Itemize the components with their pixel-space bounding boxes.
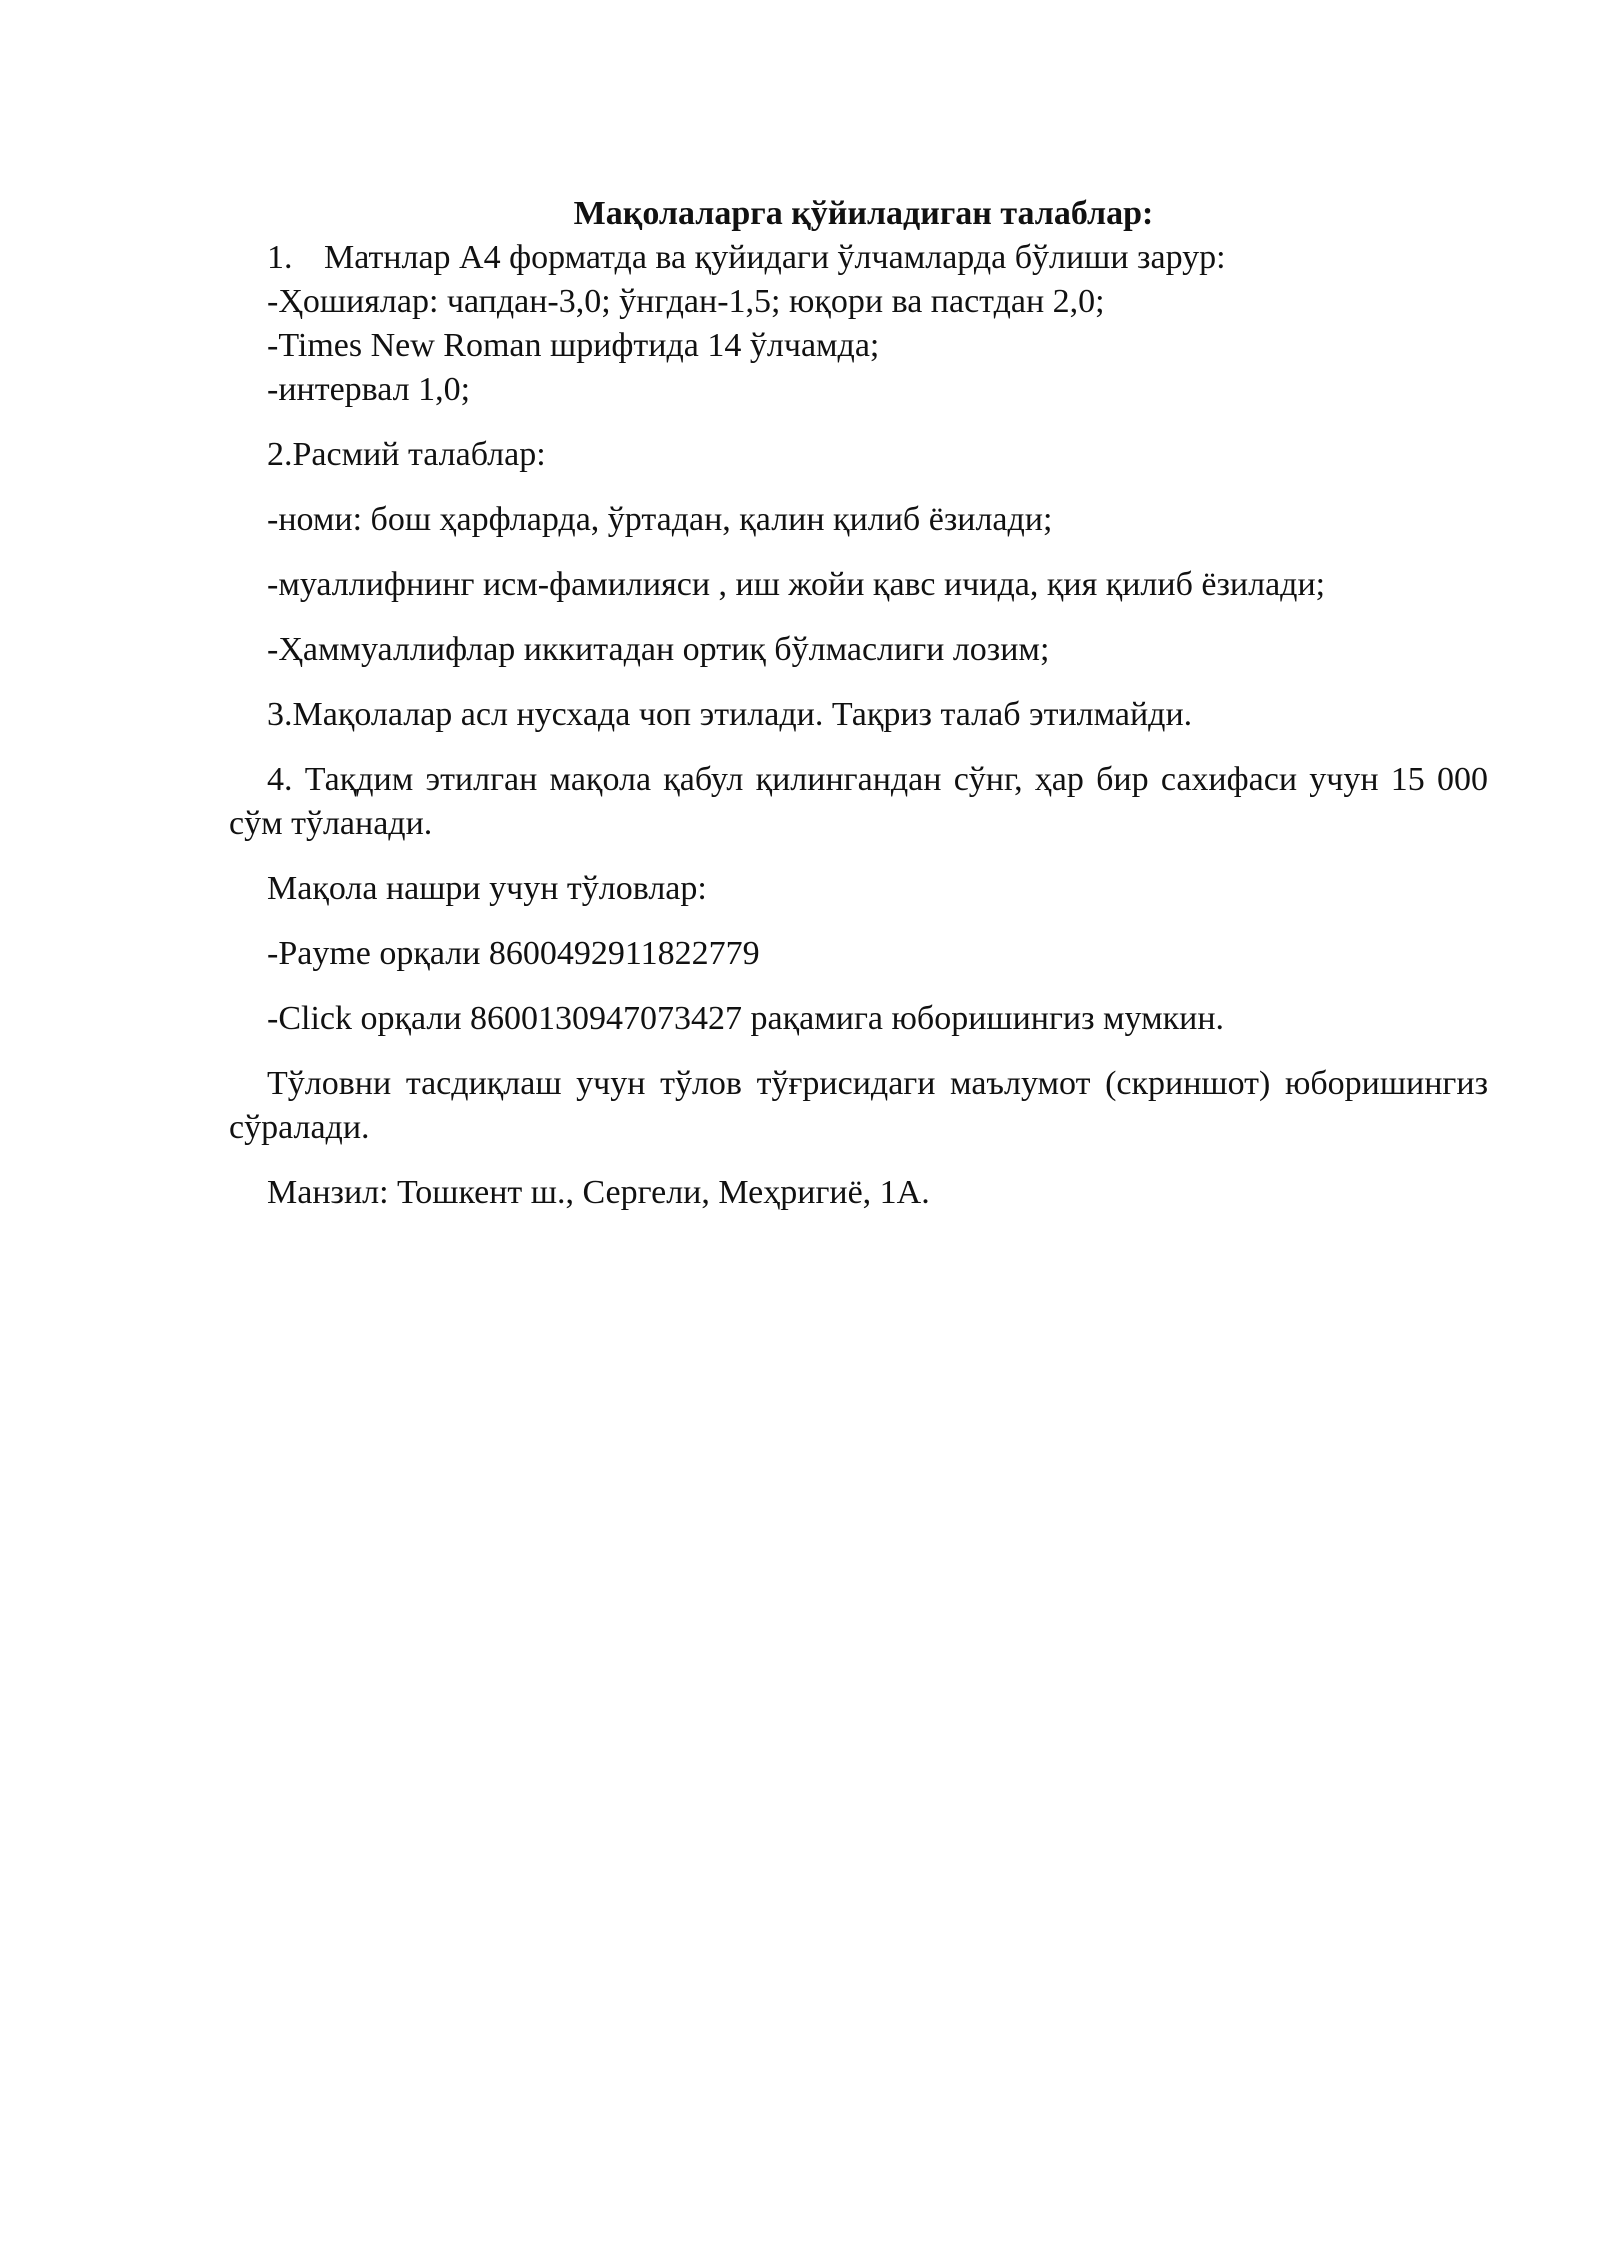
coauthor-requirement: -Ҳаммуаллифлар иккитадан ортиқ бўлмаслиги лозим; (267, 631, 1050, 668)
official-requirements-heading: 2.Расмий талаблар: (267, 436, 546, 473)
interval-line: -интервал 1,0; (267, 371, 471, 408)
payment-note: 4. Тақдим этилган мақола қабул қилингандан сўнг, ҳар бир сахифаси учун 15 000 сўм тўланади. (229, 761, 1488, 842)
item-text: Матнлар А4 форматда ва қуйидаги ўлчамларда бўлиши зарур: (324, 239, 1226, 276)
payment-methods-heading: Мақола нашри учун тўловлар: (267, 870, 707, 907)
publication-note: 3.Мақолалар асл нусхада чоп этилади. Тақриз талаб этилмайди. (267, 696, 1193, 733)
click-account: -Click орқали 8600130947073427 рақамига юборишингиз мумкин. (267, 1000, 1225, 1037)
document-title: Мақолаларга қўйиладиган талаблар: (573, 195, 1154, 232)
author-requirement: -муаллифнинг исм-фамилияси , иш жойи қавс ичида, қия қилиб ёзилади; (267, 566, 1326, 603)
requirement-item-1 (267, 236, 1488, 280)
payme-account: -Payme орқали 8600492911822779 (267, 935, 760, 972)
document-body (229, 192, 1488, 1215)
formatting-requirements (229, 236, 1488, 412)
item-number: 1. (267, 239, 293, 276)
font-line: -Times New Roman шрифтида 14 ўлчамда; (267, 327, 880, 364)
address: Манзил: Тошкент ш., Сергели, Меҳригиё, 1А. (267, 1174, 930, 1211)
payment-confirmation: Тўловни тасдиқлаш учун тўлов тўғрисидаги маълумот (скриншот) юборишингиз сўралади. (229, 1065, 1488, 1146)
margins-line: -Ҳошиялар: чапдан-3,0; ўнгдан-1,5; юқори ва пастдан 2,0; (267, 283, 1105, 320)
title-requirement: -номи: бош ҳарфларда, ўртадан, қалин қилиб ёзилади; (267, 501, 1053, 538)
